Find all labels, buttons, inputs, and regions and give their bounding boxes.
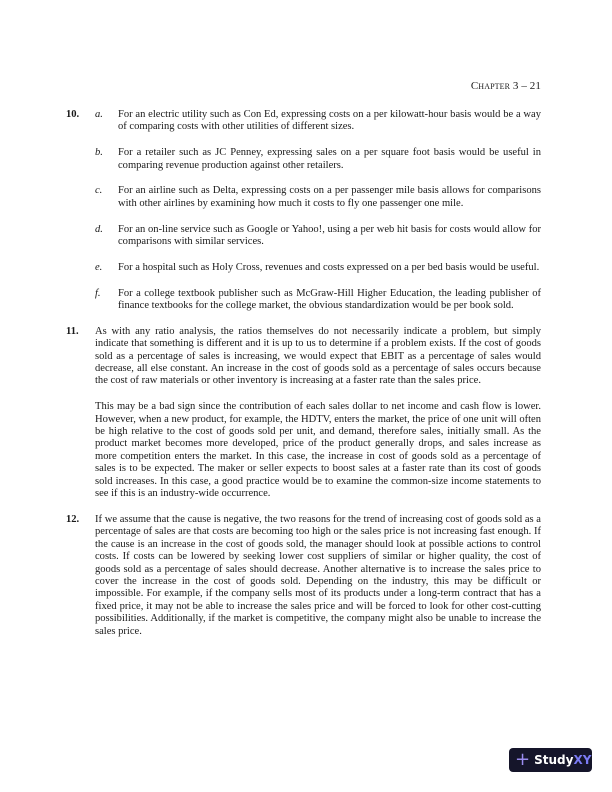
question-number: 12. (66, 513, 80, 525)
header-separator: – (518, 80, 530, 92)
answer-f (95, 288, 541, 313)
page-number: 21 (529, 80, 541, 92)
item-text: For an electric utility such as Con Ed, expressing costs on a per kilowatt-hour basis would be a way of comparing costs with other utilities of different sizes. (118, 109, 541, 133)
question-number: 10. (66, 109, 80, 120)
plus-icon: + (515, 749, 531, 770)
chapter-label: Chapter 3 (470, 80, 519, 92)
paragraph: This may be a bad sign since the contribution of each sales dollar to net income and cash flow is lower. However, when a new product, for example, the HDTV, enters the market, the price of one unit will often be high relative to the cost of goods sold per unit, and demand, therefore sales, initially small. As the product market becomes more developed, price of the product generally drops, and sales increase as more competition enters the market. In this case, the increase in cost of goods sold as a percentage of sales is to be expected. The maker or seller expects to boost sales at a faster rate than its cost of goods sold increases. In this case, a good practice would be to examine the common-size income statements to see if this is an industry-wide occurrence. (95, 401, 541, 500)
answer-e (95, 262, 541, 274)
item-letter: e. (95, 261, 103, 273)
answer-d (95, 224, 541, 249)
item-letter: d. (95, 223, 103, 235)
question-10 (66, 109, 541, 312)
item-text: For a hospital such as Holy Cross, revenues and costs expressed on a per bed basis would be useful. (118, 261, 540, 273)
item-letter: b. (95, 147, 103, 159)
brand-part1: Study (534, 753, 574, 767)
item-letter: c. (95, 185, 103, 197)
item-text: For a retailer such as JC Penney, expressing sales on a per square foot basis would be useful in comparing revenue production against other retailers. (118, 147, 541, 171)
item-text: For an on-line service such as Google or Yahoo!, using a per web hit basis for costs would allow for comparisons with similar services. (118, 223, 541, 248)
brand-part2: XY (573, 753, 592, 767)
document-body (66, 109, 541, 651)
paragraph: As with any ratio analysis, the ratios themselves do not necessarily indicate a problem, but simply indicate that something is different and it is up to us to determine if a problem exists. If the cost of goods sold as a percentage of sales is increasing, we would expect that EBIT as a percentage of sales would decrease, all else constant. An increase in the cost of goods sold as a percentage of sales occurs because the cost of raw materials or other inventory is increasing at a faster rate than the sales price. (95, 325, 541, 387)
question-number: 11. (66, 325, 79, 337)
answer-a (95, 109, 541, 134)
item-text: For a college textbook publisher such as McGraw-Hill Higher Education, the leading publisher of finance textbooks for the college market, the obvious standardization would be per book sold. (118, 287, 541, 312)
page-header (471, 80, 541, 92)
question-11 (66, 326, 541, 501)
answer-c (95, 185, 541, 210)
item-text: For an airline such as Delta, expressing costs on a per passenger mile basis allows for comparisons with other airlines by examining how much it costs to fly one passenger one mile. (118, 185, 541, 209)
question-12 (66, 514, 541, 638)
item-letter: f. (95, 287, 101, 299)
studyxy-badge[interactable] (509, 748, 592, 772)
paragraph: If we assume that the cause is negative, the two reasons for the trend of increasing cost of goods sold as a percentage of sales are that costs are becoming too high or the sales price is not increasing fast enough. If the cause is an increase in the cost of goods sold, the manager should look at possible actions to control costs. If costs can be lowered by seeking lower cost suppliers of similar or higher quality, the cost of goods sold as a percentage of sales should decrease. Another alternative is to increase the sales price to cover the increase in the cost of goods sold. Depending on the industry, this may be difficult or impossible. For example, if the company sells most of its products under a long-term contract that has a fixed price, it may not be able to increase the sales price and will be forced to look for other cost-cutting possibilities. Additionally, if the market is competitive, the company might also be unable to increase the sales price. (95, 513, 541, 637)
answer-b (95, 147, 541, 172)
item-letter: a. (95, 109, 103, 120)
